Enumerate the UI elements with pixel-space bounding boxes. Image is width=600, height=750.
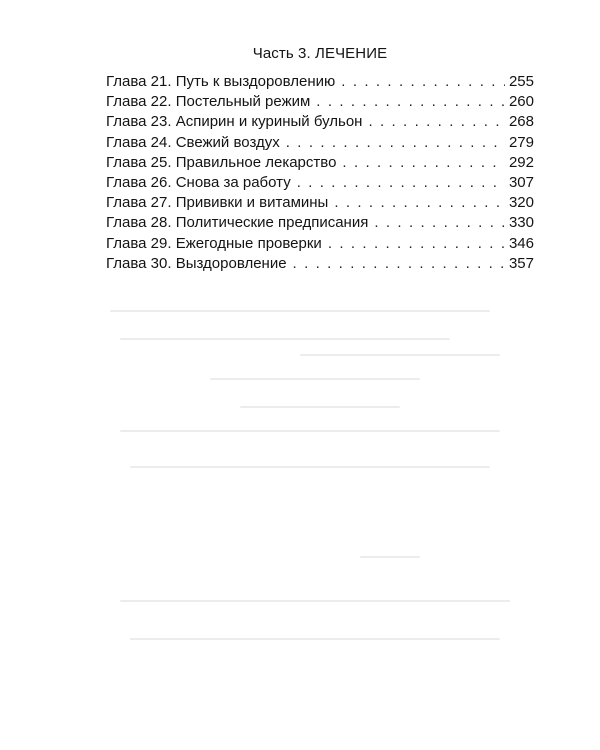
chapter-title: Глава 23. Аспирин и куриный бульон — [106, 113, 363, 131]
toc-entry — [106, 173, 534, 193]
page-number: 268 — [508, 113, 534, 131]
bleed-mark — [360, 556, 420, 558]
page-number: 307 — [508, 173, 534, 191]
toc-entry — [106, 193, 534, 213]
chapter-title: Глава 28. Политические предписания — [106, 214, 369, 232]
dot-leader — [368, 112, 505, 132]
dot-leader — [286, 133, 505, 153]
page-number: 279 — [508, 133, 534, 151]
bleed-mark — [240, 406, 400, 408]
bleed-mark — [130, 466, 490, 468]
toc-entry — [106, 92, 534, 112]
toc-entry — [106, 153, 534, 173]
chapter-title: Глава 29. Ежегодные проверки — [106, 234, 322, 252]
dot-leader — [374, 213, 505, 233]
chapter-title: Глава 27. Прививки и витамины — [106, 194, 329, 212]
dot-leader — [341, 72, 505, 92]
bleed-mark — [120, 600, 510, 602]
toc-entry — [106, 112, 534, 132]
part-title: Часть 3. ЛЕЧЕНИЕ — [252, 45, 388, 62]
bleed-mark — [110, 310, 490, 312]
dot-leader — [328, 234, 505, 254]
page-number: 357 — [508, 254, 534, 272]
page-number: 346 — [508, 234, 534, 252]
page-number: 330 — [508, 214, 534, 232]
page-number: 320 — [508, 194, 534, 212]
page-number: 292 — [508, 153, 534, 171]
bleed-mark — [120, 338, 450, 340]
dot-leader — [342, 153, 505, 173]
dot-leader — [293, 254, 505, 274]
toc-entry — [106, 213, 534, 233]
bleed-mark — [120, 430, 500, 432]
chapter-title: Глава 21. Путь к выздоровлению — [106, 73, 336, 90]
bleed-mark — [300, 354, 500, 356]
page-number: 255 — [508, 73, 534, 90]
toc-entry — [106, 234, 534, 254]
chapter-title: Глава 26. Снова за работу — [106, 173, 291, 191]
dot-leader — [297, 173, 505, 193]
bleed-mark — [130, 638, 500, 640]
toc-entry — [106, 254, 534, 274]
bleed-mark — [210, 378, 420, 380]
reverse-side-show-through — [100, 270, 540, 670]
dot-leader — [316, 92, 505, 112]
chapter-title: Глава 24. Свежий воздух — [106, 133, 280, 151]
chapter-title: Глава 22. Постельный режим — [106, 93, 311, 111]
chapter-title: Глава 25. Правильное лекарство — [106, 153, 337, 171]
chapter-title: Глава 30. Выздоровление — [106, 254, 287, 272]
toc-entry — [106, 72, 534, 92]
page-number: 260 — [508, 93, 534, 111]
dot-leader — [334, 193, 505, 213]
table-of-contents — [106, 72, 534, 274]
toc-entry — [106, 133, 534, 153]
